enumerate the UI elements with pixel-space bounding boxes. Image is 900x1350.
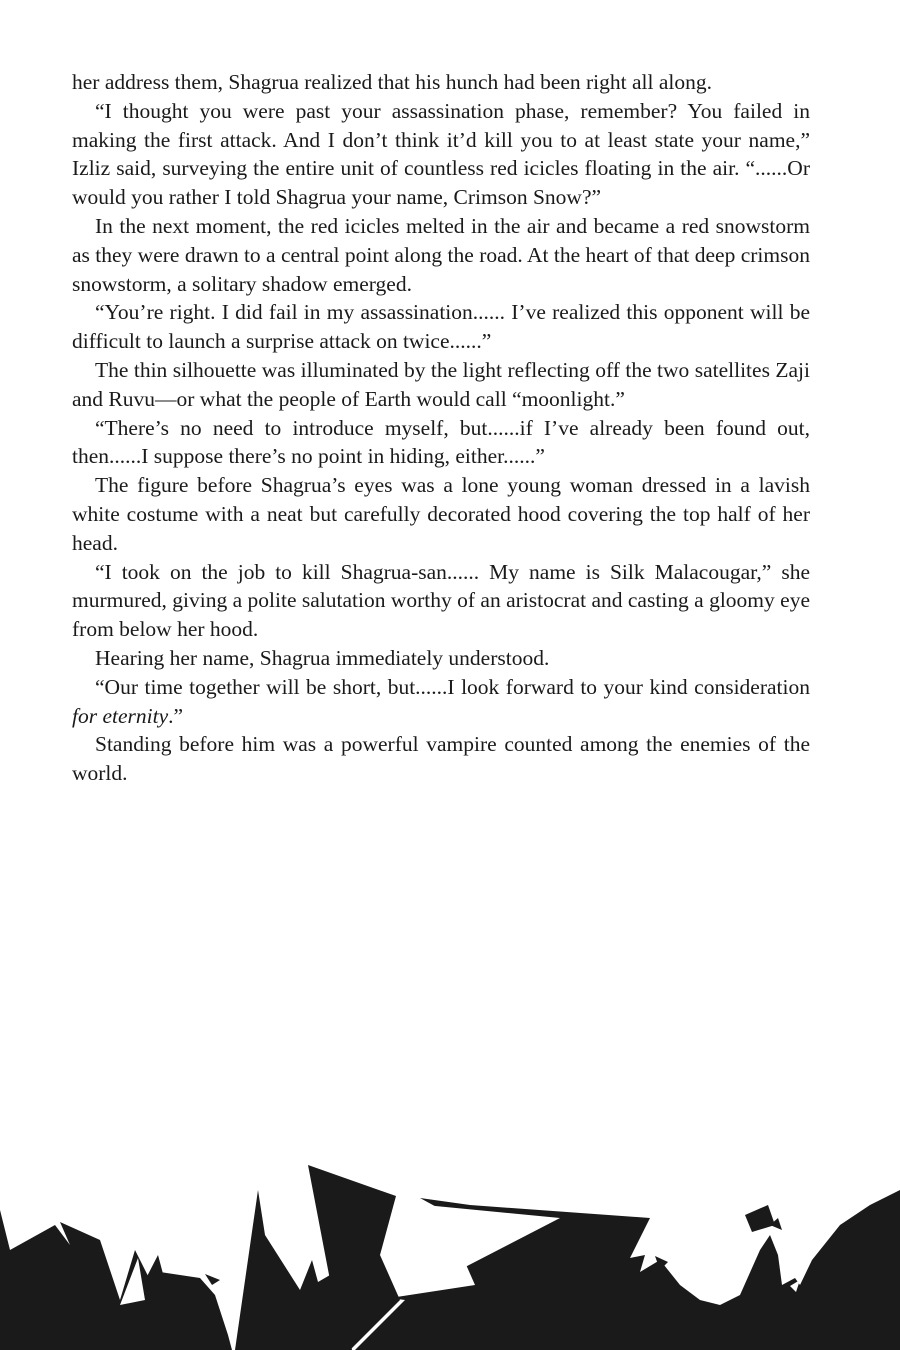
paragraph: The figure before Shagrua’s eyes was a lone young woman dressed in a lavish white costume with a neat but carefully decorated hood covering the top half of her head.	[72, 473, 810, 555]
italic-emphasis: for eternity	[72, 703, 169, 728]
paragraph-text: .”	[168, 703, 184, 728]
paragraph: “You’re right. I did fail in my assassination...... I’ve realized this opponent will be difficult to launch a surprise attack on twice......”	[72, 300, 810, 354]
paragraph: “There’s no need to introduce myself, but......if I’ve already been found out, then......I suppose there’s no point in hiding, either......”	[72, 415, 810, 469]
page-body-text	[72, 68, 810, 788]
paragraph: The thin silhouette was illuminated by the light reflecting off the two satellites Zaji and Ruvu—or what the people of Earth would call “moonlight.”	[72, 357, 810, 411]
paragraph-text: “Our time together will be short, but......I look forward to your kind consideration	[95, 674, 810, 699]
paragraph: “I took on the job to kill Shagrua-san...... My name is Silk Malacougar,” she murmured, giving a polite salutation worthy of an aristocrat and casting a gloomy eye from below her hood.	[72, 559, 810, 642]
jagged-shards-ornament	[0, 1150, 900, 1350]
paragraph: her address them, Shagrua realized that his hunch had been right all along.	[72, 70, 713, 94]
paragraph: Hearing her name, Shagrua immediately understood.	[95, 645, 550, 670]
paragraph: “I thought you were past your assassination phase, remember? You failed in making the first attack. And I don’t think it’d kill you to at least state your name,” Izliz said, surveying the entire unit of countless red icicles floating in the air. “......Or would you rather I told Shagrua your name, Crimson Snow?”	[72, 98, 810, 210]
paragraph	[72, 673, 810, 731]
paragraph: In the next moment, the red icicles melted in the air and became a red snowstorm as they were drawn to a central point along the road. At the heart of that deep crimson snowstorm, a solitary shadow emerged.	[72, 213, 810, 296]
paragraph: Standing before him was a powerful vampire counted among the enemies of the world.	[72, 732, 810, 786]
